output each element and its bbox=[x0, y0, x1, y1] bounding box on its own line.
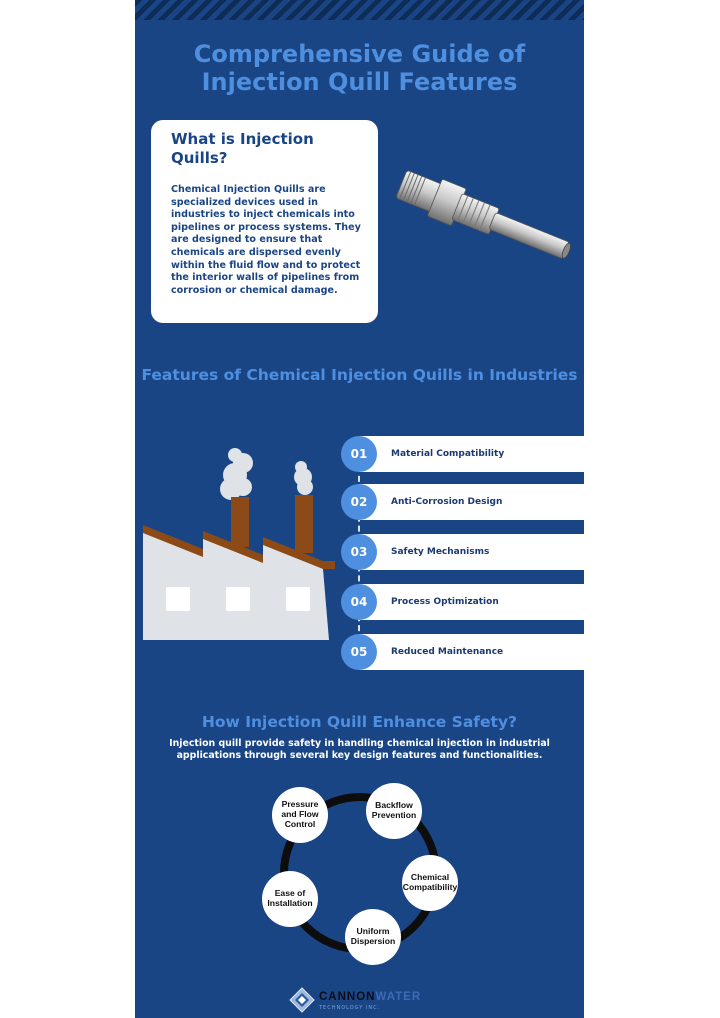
logo-name-part-2: WATER bbox=[375, 991, 422, 1003]
feature-label: Anti-Corrosion Design bbox=[391, 497, 503, 507]
logo-name bbox=[319, 991, 421, 1003]
logo-subtitle: TECHNOLOGY INC. bbox=[319, 1005, 381, 1011]
feature-number: 05 bbox=[341, 634, 377, 670]
factory-icon bbox=[143, 445, 335, 645]
feature-label: Process Optimization bbox=[391, 597, 499, 607]
cycle-node-uniform-dispersion: Uniform Dispersion bbox=[345, 909, 401, 965]
features-list bbox=[341, 436, 584, 676]
cycle-node-backflow-prevention: Backflow Prevention bbox=[366, 783, 422, 839]
feature-number: 03 bbox=[341, 534, 377, 570]
feature-item bbox=[341, 436, 584, 472]
feature-item bbox=[341, 484, 584, 520]
feature-label: Reduced Maintenance bbox=[391, 647, 504, 657]
cycle-node-ease-of-installation: Ease of Installation bbox=[262, 871, 318, 927]
page-title-line-2: Injection Quill Features bbox=[201, 68, 518, 96]
safety-heading: How Injection Quill Enhance Safety? bbox=[201, 713, 518, 731]
what-is-card bbox=[151, 120, 378, 323]
logo-diamond-icon bbox=[289, 987, 315, 1013]
logo-name-part-1: CANNON bbox=[319, 991, 376, 1003]
feature-number: 02 bbox=[341, 484, 377, 520]
feature-label: Material Compatibility bbox=[391, 449, 505, 459]
features-heading: Features of Chemical Injection Quills in Industries bbox=[141, 366, 578, 384]
what-is-heading: What is Injection Quills? bbox=[171, 130, 314, 167]
feature-item bbox=[341, 634, 584, 670]
injection-quill-image bbox=[385, 170, 580, 275]
feature-label: Safety Mechanisms bbox=[391, 547, 490, 557]
safety-cycle-diagram bbox=[260, 775, 460, 970]
safety-description: Injection quill provide safety in handling chemical injection in industrial applications through several key design features and functionalities. bbox=[169, 738, 550, 761]
company-logo bbox=[289, 985, 429, 1015]
cycle-node-chemical-compatibility: Chemical Compatibility bbox=[402, 855, 458, 911]
feature-item bbox=[341, 534, 584, 570]
cycle-node-pressure-flow-control: Pressure and Flow Control bbox=[272, 787, 328, 843]
feature-item bbox=[341, 584, 584, 620]
what-is-body: Chemical Injection Quills are specialized devices used in industries to inject chemicals into pipelines or process systems. They are designed to ensure that chemicals are dispersed evenly within the fluid flow and to protect the interior walls of pipelines from corrosion or chemical damage. bbox=[171, 184, 361, 296]
page-title bbox=[135, 40, 584, 96]
feature-number: 01 bbox=[341, 436, 377, 472]
infographic-poster bbox=[135, 0, 584, 1018]
feature-number: 04 bbox=[341, 584, 377, 620]
striped-top-border bbox=[135, 0, 584, 20]
page-title-line-1: Comprehensive Guide of bbox=[193, 40, 526, 68]
